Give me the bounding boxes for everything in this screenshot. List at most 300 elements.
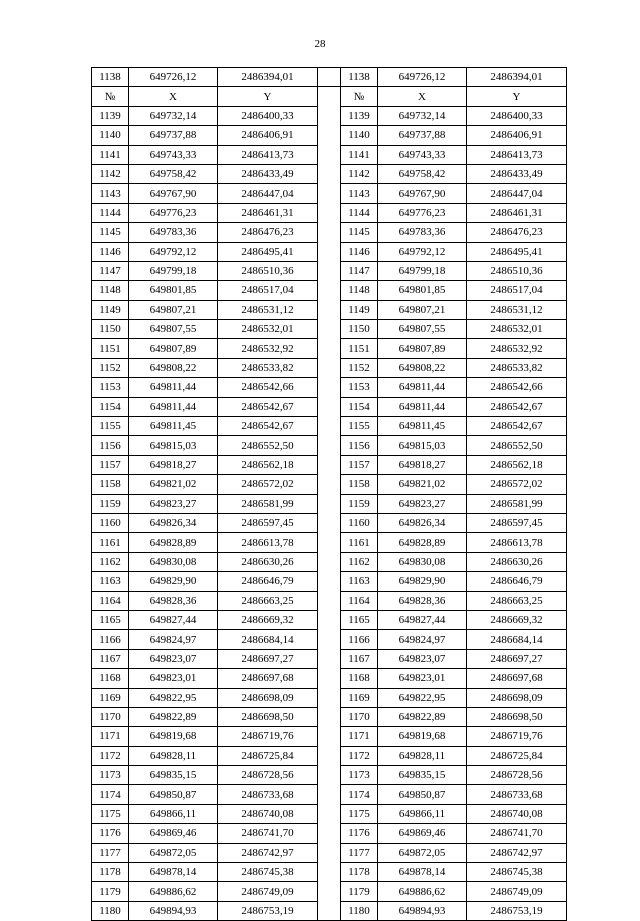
table-row <box>92 669 567 688</box>
point-number-cell: 1153 <box>341 378 378 397</box>
x-coordinate-cell: 649807,21 <box>129 300 218 319</box>
table-row <box>92 533 567 552</box>
point-number-cell: 1143 <box>341 184 378 203</box>
x-coordinate-cell: 649822,95 <box>129 688 218 707</box>
y-coordinate-cell: 2486698,09 <box>467 688 567 707</box>
point-number-cell: 1138 <box>92 68 129 87</box>
point-number-cell: 1147 <box>92 261 129 280</box>
y-coordinate-cell: 2486510,36 <box>467 261 567 280</box>
x-coordinate-cell: 649811,45 <box>129 417 218 436</box>
x-coordinate-cell: 649821,02 <box>378 475 467 494</box>
point-number-cell: 1156 <box>92 436 129 455</box>
y-coordinate-cell: 2486749,09 <box>467 882 567 901</box>
y-coordinate-cell: 2486433,49 <box>467 164 567 183</box>
y-coordinate-cell: 2486728,56 <box>218 766 318 785</box>
point-number-cell: 1155 <box>92 417 129 436</box>
column-gap <box>318 281 341 300</box>
y-coordinate-cell: 2486669,32 <box>218 610 318 629</box>
point-number-cell: 1150 <box>341 320 378 339</box>
table-row <box>92 106 567 125</box>
header-y: Y <box>467 87 567 106</box>
column-gap <box>318 184 341 203</box>
y-coordinate-cell: 2486697,68 <box>218 669 318 688</box>
point-number-cell: 1152 <box>341 358 378 377</box>
x-coordinate-cell: 649732,14 <box>378 106 467 125</box>
y-coordinate-cell: 2486669,32 <box>467 610 567 629</box>
y-coordinate-cell: 2486447,04 <box>467 184 567 203</box>
y-coordinate-cell: 2486510,36 <box>218 261 318 280</box>
header-number: № <box>92 87 129 106</box>
x-coordinate-cell: 649811,45 <box>378 417 467 436</box>
carry-over-row <box>92 68 567 87</box>
y-coordinate-cell: 2486698,50 <box>218 707 318 726</box>
y-coordinate-cell: 2486542,67 <box>467 417 567 436</box>
y-coordinate-cell: 2486663,25 <box>467 591 567 610</box>
point-number-cell: 1174 <box>341 785 378 804</box>
x-coordinate-cell: 649807,55 <box>129 320 218 339</box>
point-number-cell: 1146 <box>92 242 129 261</box>
y-coordinate-cell: 2486733,68 <box>218 785 318 804</box>
table-row <box>92 882 567 901</box>
table-row <box>92 630 567 649</box>
x-coordinate-cell: 649850,87 <box>378 785 467 804</box>
x-coordinate-cell: 649815,03 <box>378 436 467 455</box>
y-coordinate-cell: 2486749,09 <box>218 882 318 901</box>
y-coordinate-cell: 2486542,67 <box>218 397 318 416</box>
table-row <box>92 707 567 726</box>
point-number-cell: 1170 <box>92 707 129 726</box>
point-number-cell: 1155 <box>341 417 378 436</box>
column-gap <box>318 610 341 629</box>
x-coordinate-cell: 649808,22 <box>378 358 467 377</box>
y-coordinate-cell: 2486663,25 <box>218 591 318 610</box>
y-coordinate-cell: 2486725,84 <box>467 746 567 765</box>
y-coordinate-cell: 2486684,14 <box>218 630 318 649</box>
point-number-cell: 1144 <box>92 203 129 222</box>
point-number-cell: 1146 <box>341 242 378 261</box>
point-number-cell: 1162 <box>341 552 378 571</box>
y-coordinate-cell: 2486532,92 <box>218 339 318 358</box>
x-coordinate-cell: 649815,03 <box>129 436 218 455</box>
column-gap <box>318 688 341 707</box>
x-coordinate-cell: 649827,44 <box>129 610 218 629</box>
point-number-cell: 1163 <box>341 572 378 591</box>
point-number-cell: 1157 <box>341 455 378 474</box>
y-coordinate-cell: 2486433,49 <box>218 164 318 183</box>
table-row <box>92 397 567 416</box>
point-number-cell: 1151 <box>341 339 378 358</box>
y-coordinate-cell: 2486698,09 <box>218 688 318 707</box>
x-coordinate-cell: 649767,90 <box>129 184 218 203</box>
table-row <box>92 203 567 222</box>
column-gap <box>318 533 341 552</box>
x-coordinate-cell: 649732,14 <box>129 106 218 125</box>
y-coordinate-cell: 2486728,56 <box>467 766 567 785</box>
column-gap <box>318 707 341 726</box>
x-coordinate-cell: 649799,18 <box>129 261 218 280</box>
table-row <box>92 494 567 513</box>
column-gap <box>318 126 341 145</box>
y-coordinate-cell: 2486495,41 <box>218 242 318 261</box>
point-number-cell: 1142 <box>92 164 129 183</box>
x-coordinate-cell: 649811,44 <box>378 378 467 397</box>
x-coordinate-cell: 649835,15 <box>378 766 467 785</box>
point-number-cell: 1177 <box>341 843 378 862</box>
x-coordinate-cell: 649823,27 <box>378 494 467 513</box>
y-coordinate-cell: 2486447,04 <box>218 184 318 203</box>
x-coordinate-cell: 649822,95 <box>378 688 467 707</box>
column-gap <box>318 824 341 843</box>
x-coordinate-cell: 649830,08 <box>129 552 218 571</box>
point-number-cell: 1167 <box>92 649 129 668</box>
header-number: № <box>341 87 378 106</box>
y-coordinate-cell: 2486562,18 <box>467 455 567 474</box>
y-coordinate-cell: 2486517,04 <box>218 281 318 300</box>
x-coordinate-cell: 649894,93 <box>378 901 467 920</box>
column-gap <box>318 242 341 261</box>
x-coordinate-cell: 649826,34 <box>378 513 467 532</box>
x-coordinate-cell: 649828,89 <box>129 533 218 552</box>
table-row <box>92 475 567 494</box>
table-row <box>92 339 567 358</box>
point-number-cell: 1145 <box>341 223 378 242</box>
x-coordinate-cell: 649828,89 <box>378 533 467 552</box>
column-gap <box>318 106 341 125</box>
x-coordinate-cell: 649811,44 <box>129 397 218 416</box>
point-number-cell: 1139 <box>341 106 378 125</box>
table-row <box>92 223 567 242</box>
table-row <box>92 804 567 823</box>
y-coordinate-cell: 2486742,97 <box>467 843 567 862</box>
point-number-cell: 1165 <box>341 610 378 629</box>
y-coordinate-cell: 2486646,79 <box>218 572 318 591</box>
point-number-cell: 1141 <box>92 145 129 164</box>
x-coordinate-cell: 649726,12 <box>129 68 218 87</box>
table-row <box>92 552 567 571</box>
table-row <box>92 126 567 145</box>
y-coordinate-cell: 2486461,31 <box>218 203 318 222</box>
x-coordinate-cell: 649792,12 <box>378 242 467 261</box>
column-gap <box>318 591 341 610</box>
x-coordinate-cell: 649818,27 <box>129 455 218 474</box>
table-row <box>92 649 567 668</box>
point-number-cell: 1166 <box>341 630 378 649</box>
point-number-cell: 1176 <box>92 824 129 843</box>
point-number-cell: 1169 <box>341 688 378 707</box>
x-coordinate-cell: 649894,93 <box>129 901 218 920</box>
x-coordinate-cell: 649878,14 <box>378 863 467 882</box>
column-gap <box>318 727 341 746</box>
x-coordinate-cell: 649829,90 <box>129 572 218 591</box>
y-coordinate-cell: 2486684,14 <box>467 630 567 649</box>
point-number-cell: 1167 <box>341 649 378 668</box>
point-number-cell: 1158 <box>341 475 378 494</box>
x-coordinate-cell: 649869,46 <box>378 824 467 843</box>
x-coordinate-cell: 649886,62 <box>129 882 218 901</box>
point-number-cell: 1149 <box>92 300 129 319</box>
point-number-cell: 1148 <box>92 281 129 300</box>
column-gap <box>318 494 341 513</box>
point-number-cell: 1169 <box>92 688 129 707</box>
column-gap <box>318 300 341 319</box>
x-coordinate-cell: 649823,07 <box>378 649 467 668</box>
x-coordinate-cell: 649828,11 <box>129 746 218 765</box>
column-gap <box>318 649 341 668</box>
x-coordinate-cell: 649823,01 <box>129 669 218 688</box>
y-coordinate-cell: 2486413,73 <box>467 145 567 164</box>
table-row <box>92 261 567 280</box>
column-gap <box>318 843 341 862</box>
y-coordinate-cell: 2486741,70 <box>467 824 567 843</box>
x-coordinate-cell: 649783,36 <box>129 223 218 242</box>
y-coordinate-cell: 2486461,31 <box>467 203 567 222</box>
y-coordinate-cell: 2486476,23 <box>218 223 318 242</box>
x-coordinate-cell: 649737,88 <box>378 126 467 145</box>
x-coordinate-cell: 649819,68 <box>378 727 467 746</box>
point-number-cell: 1145 <box>92 223 129 242</box>
table-row <box>92 242 567 261</box>
x-coordinate-cell: 649822,89 <box>378 707 467 726</box>
y-coordinate-cell: 2486698,50 <box>467 707 567 726</box>
header-y: Y <box>218 87 318 106</box>
point-number-cell: 1148 <box>341 281 378 300</box>
point-number-cell: 1172 <box>341 746 378 765</box>
y-coordinate-cell: 2486533,82 <box>467 358 567 377</box>
point-number-cell: 1147 <box>341 261 378 280</box>
x-coordinate-cell: 649828,11 <box>378 746 467 765</box>
x-coordinate-cell: 649801,85 <box>378 281 467 300</box>
y-coordinate-cell: 2486406,91 <box>467 126 567 145</box>
y-coordinate-cell: 2486646,79 <box>467 572 567 591</box>
point-number-cell: 1161 <box>341 533 378 552</box>
table-row <box>92 145 567 164</box>
y-coordinate-cell: 2486476,23 <box>467 223 567 242</box>
y-coordinate-cell: 2486394,01 <box>218 68 318 87</box>
page-number: 28 <box>314 38 326 50</box>
point-number-cell: 1174 <box>92 785 129 804</box>
column-gap <box>318 417 341 436</box>
column-gap <box>318 436 341 455</box>
table-row <box>92 901 567 920</box>
y-coordinate-cell: 2486630,26 <box>467 552 567 571</box>
y-coordinate-cell: 2486697,27 <box>218 649 318 668</box>
point-number-cell: 1172 <box>92 746 129 765</box>
point-number-cell: 1180 <box>341 901 378 920</box>
table-row <box>92 843 567 862</box>
table-row <box>92 320 567 339</box>
x-coordinate-cell: 649776,23 <box>378 203 467 222</box>
x-coordinate-cell: 649823,01 <box>378 669 467 688</box>
x-coordinate-cell: 649808,22 <box>129 358 218 377</box>
y-coordinate-cell: 2486742,97 <box>218 843 318 862</box>
y-coordinate-cell: 2486542,66 <box>467 378 567 397</box>
y-coordinate-cell: 2486532,01 <box>218 320 318 339</box>
point-number-cell: 1141 <box>341 145 378 164</box>
y-coordinate-cell: 2486552,50 <box>467 436 567 455</box>
y-coordinate-cell: 2486562,18 <box>218 455 318 474</box>
x-coordinate-cell: 649835,15 <box>129 766 218 785</box>
x-coordinate-cell: 649807,21 <box>378 300 467 319</box>
point-number-cell: 1168 <box>341 669 378 688</box>
y-coordinate-cell: 2486531,12 <box>218 300 318 319</box>
x-coordinate-cell: 649869,46 <box>129 824 218 843</box>
x-coordinate-cell: 649799,18 <box>378 261 467 280</box>
point-number-cell: 1162 <box>92 552 129 571</box>
table-row <box>92 436 567 455</box>
point-number-cell: 1171 <box>92 727 129 746</box>
point-number-cell: 1173 <box>341 766 378 785</box>
point-number-cell: 1160 <box>341 513 378 532</box>
point-number-cell: 1143 <box>92 184 129 203</box>
y-coordinate-cell: 2486517,04 <box>467 281 567 300</box>
x-coordinate-cell: 649866,11 <box>129 804 218 823</box>
x-coordinate-cell: 649743,33 <box>129 145 218 164</box>
point-number-cell: 1160 <box>92 513 129 532</box>
y-coordinate-cell: 2486542,67 <box>218 417 318 436</box>
header-x: X <box>378 87 467 106</box>
point-number-cell: 1159 <box>92 494 129 513</box>
y-coordinate-cell: 2486572,02 <box>218 475 318 494</box>
y-coordinate-cell: 2486597,45 <box>467 513 567 532</box>
coordinates-table-body <box>92 68 567 921</box>
y-coordinate-cell: 2486697,68 <box>467 669 567 688</box>
y-coordinate-cell: 2486532,92 <box>467 339 567 358</box>
column-gap <box>318 475 341 494</box>
y-coordinate-cell: 2486597,45 <box>218 513 318 532</box>
x-coordinate-cell: 649758,42 <box>129 164 218 183</box>
point-number-cell: 1144 <box>341 203 378 222</box>
x-coordinate-cell: 649743,33 <box>378 145 467 164</box>
point-number-cell: 1153 <box>92 378 129 397</box>
column-gap <box>318 901 341 920</box>
y-coordinate-cell: 2486394,01 <box>467 68 567 87</box>
y-coordinate-cell: 2486733,68 <box>467 785 567 804</box>
point-number-cell: 1173 <box>92 766 129 785</box>
table-row <box>92 610 567 629</box>
x-coordinate-cell: 649783,36 <box>378 223 467 242</box>
column-gap <box>318 261 341 280</box>
point-number-cell: 1166 <box>92 630 129 649</box>
table-row <box>92 863 567 882</box>
column-gap <box>318 572 341 591</box>
x-coordinate-cell: 649850,87 <box>129 785 218 804</box>
y-coordinate-cell: 2486542,66 <box>218 378 318 397</box>
column-gap <box>318 669 341 688</box>
y-coordinate-cell: 2486719,76 <box>467 727 567 746</box>
y-coordinate-cell: 2486533,82 <box>218 358 318 377</box>
point-number-cell: 1175 <box>341 804 378 823</box>
point-number-cell: 1142 <box>341 164 378 183</box>
column-gap <box>318 164 341 183</box>
y-coordinate-cell: 2486531,12 <box>467 300 567 319</box>
point-number-cell: 1154 <box>341 397 378 416</box>
column-gap <box>318 863 341 882</box>
y-coordinate-cell: 2486719,76 <box>218 727 318 746</box>
column-gap <box>318 397 341 416</box>
y-coordinate-cell: 2486400,33 <box>218 106 318 125</box>
x-coordinate-cell: 649878,14 <box>129 863 218 882</box>
point-number-cell: 1163 <box>92 572 129 591</box>
y-coordinate-cell: 2486542,67 <box>467 397 567 416</box>
point-number-cell: 1139 <box>92 106 129 125</box>
x-coordinate-cell: 649807,89 <box>378 339 467 358</box>
x-coordinate-cell: 649821,02 <box>129 475 218 494</box>
point-number-cell: 1149 <box>341 300 378 319</box>
x-coordinate-cell: 649807,89 <box>129 339 218 358</box>
table-row <box>92 417 567 436</box>
point-number-cell: 1177 <box>92 843 129 862</box>
y-coordinate-cell: 2486745,38 <box>467 863 567 882</box>
table-row <box>92 378 567 397</box>
point-number-cell: 1164 <box>341 591 378 610</box>
y-coordinate-cell: 2486753,19 <box>467 901 567 920</box>
table-row <box>92 300 567 319</box>
column-gap <box>318 513 341 532</box>
point-number-cell: 1150 <box>92 320 129 339</box>
table-row <box>92 727 567 746</box>
x-coordinate-cell: 649872,05 <box>378 843 467 862</box>
point-number-cell: 1175 <box>92 804 129 823</box>
y-coordinate-cell: 2486572,02 <box>467 475 567 494</box>
table-row <box>92 455 567 474</box>
point-number-cell: 1179 <box>92 882 129 901</box>
y-coordinate-cell: 2486413,73 <box>218 145 318 164</box>
x-coordinate-cell: 649758,42 <box>378 164 467 183</box>
table-row <box>92 824 567 843</box>
column-gap <box>318 552 341 571</box>
column-gap <box>318 630 341 649</box>
x-coordinate-cell: 649818,27 <box>378 455 467 474</box>
point-number-cell: 1165 <box>92 610 129 629</box>
y-coordinate-cell: 2486406,91 <box>218 126 318 145</box>
y-coordinate-cell: 2486753,19 <box>218 901 318 920</box>
y-coordinate-cell: 2486741,70 <box>218 824 318 843</box>
table-row <box>92 572 567 591</box>
y-coordinate-cell: 2486495,41 <box>467 242 567 261</box>
point-number-cell: 1171 <box>341 727 378 746</box>
x-coordinate-cell: 649822,89 <box>129 707 218 726</box>
x-coordinate-cell: 649827,44 <box>378 610 467 629</box>
x-coordinate-cell: 649737,88 <box>129 126 218 145</box>
coordinates-table <box>91 67 567 921</box>
point-number-cell: 1151 <box>92 339 129 358</box>
x-coordinate-cell: 649866,11 <box>378 804 467 823</box>
point-number-cell: 1176 <box>341 824 378 843</box>
point-number-cell: 1178 <box>92 863 129 882</box>
column-gap <box>318 766 341 785</box>
y-coordinate-cell: 2486581,99 <box>218 494 318 513</box>
column-gap <box>318 203 341 222</box>
point-number-cell: 1164 <box>92 591 129 610</box>
point-number-cell: 1140 <box>341 126 378 145</box>
column-gap <box>318 358 341 377</box>
table-row <box>92 766 567 785</box>
table-row <box>92 184 567 203</box>
x-coordinate-cell: 649776,23 <box>129 203 218 222</box>
column-gap <box>318 804 341 823</box>
x-coordinate-cell: 649726,12 <box>378 68 467 87</box>
y-coordinate-cell: 2486581,99 <box>467 494 567 513</box>
table-row <box>92 688 567 707</box>
column-gap <box>318 339 341 358</box>
point-number-cell: 1156 <box>341 436 378 455</box>
column-gap <box>318 785 341 804</box>
column-gap <box>318 145 341 164</box>
column-gap <box>318 87 341 106</box>
y-coordinate-cell: 2486613,78 <box>467 533 567 552</box>
x-coordinate-cell: 649807,55 <box>378 320 467 339</box>
column-gap <box>318 68 341 87</box>
